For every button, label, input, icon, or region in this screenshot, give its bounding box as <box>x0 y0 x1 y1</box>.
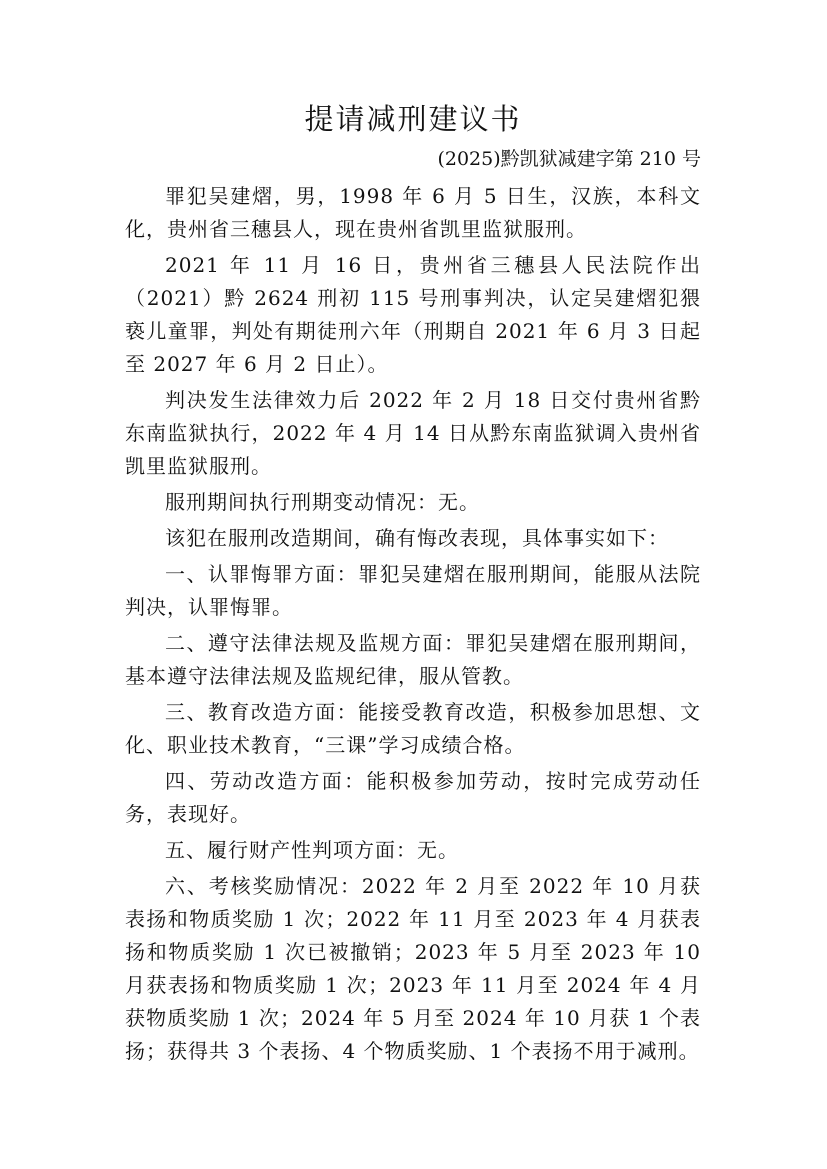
paragraph-execution: 判决发生法律效力后 2022 年 2 月 18 日交付贵州省黔东南监狱执行，2022 年 4 月 14 日从黔东南监狱调入贵州省凯里监狱服刑。 <box>125 388 701 478</box>
paragraph-guilt-admission: 一、认罪悔罪方面：罪犯吴建熠在服刑期间，能服从法院判决，认罪悔罪。 <box>125 562 701 619</box>
paragraph-repentance-intro: 该犯在服刑改造期间，确有悔改表现，具体事实如下： <box>165 526 669 550</box>
paragraph-sentence-changes: 服刑期间执行刑期变动情况：无。 <box>165 490 480 514</box>
paragraph-criminal-info: 罪犯吴建熠，男，1998 年 6 月 5 日生，汉族，本科文化，贵州省三穗县人，现在贵州省凯里监狱服刑。 <box>125 184 701 241</box>
paragraph-law-compliance: 二、遵守法律法规及监规方面：罪犯吴建熠在服刑期间，基本遵守法律法规及监规纪律，服从管教。 <box>125 631 701 688</box>
paragraph-education: 三、教育改造方面：能接受教育改造，积极参加思想、文化、职业技术教育，“三课”学习成绩合格。 <box>125 700 701 757</box>
paragraph-judgment: 2021 年 11 月 16 日，贵州省三穗县人民法院作出（2021）黔 2624 刑初 115 号刑事判决，认定吴建熠犯猥亵儿童罪，判处有期徒刑六年（刑期自 2021 年 6 月 3 日起至 2027 年 6 月 2 日止）。 <box>125 253 701 376</box>
paragraph-property-judgment: 五、履行财产性判项方面：无。 <box>165 838 459 862</box>
paragraph-labor: 四、劳动改造方面：能积极参加劳动，按时完成劳动任务，表现好。 <box>125 769 701 826</box>
document-page <box>125 98 701 1071</box>
document-number: (2025)黔凯狱减建字第 210 号 <box>437 148 701 170</box>
document-title: 提请减刑建议书 <box>304 102 522 136</box>
paragraph-rewards: 六、考核奖励情况：2022 年 2 月至 2022 年 10 月获表扬和物质奖励 1 次；2022 年 11 月至 2023 年 4 月获表扬和物质奖励 1 次已被撤销；2023 年 5 月至 2023 年 10 月获表扬和物质奖励 1 次；2023 年 11 月至 2024 年 4 月获物质奖励 1 次；2024 年 5 月至 2024 年 10 月获 1 个表扬；获得共 3 个表扬、4 个物质奖励、1 个表扬不用于减刑。 <box>125 874 701 1063</box>
